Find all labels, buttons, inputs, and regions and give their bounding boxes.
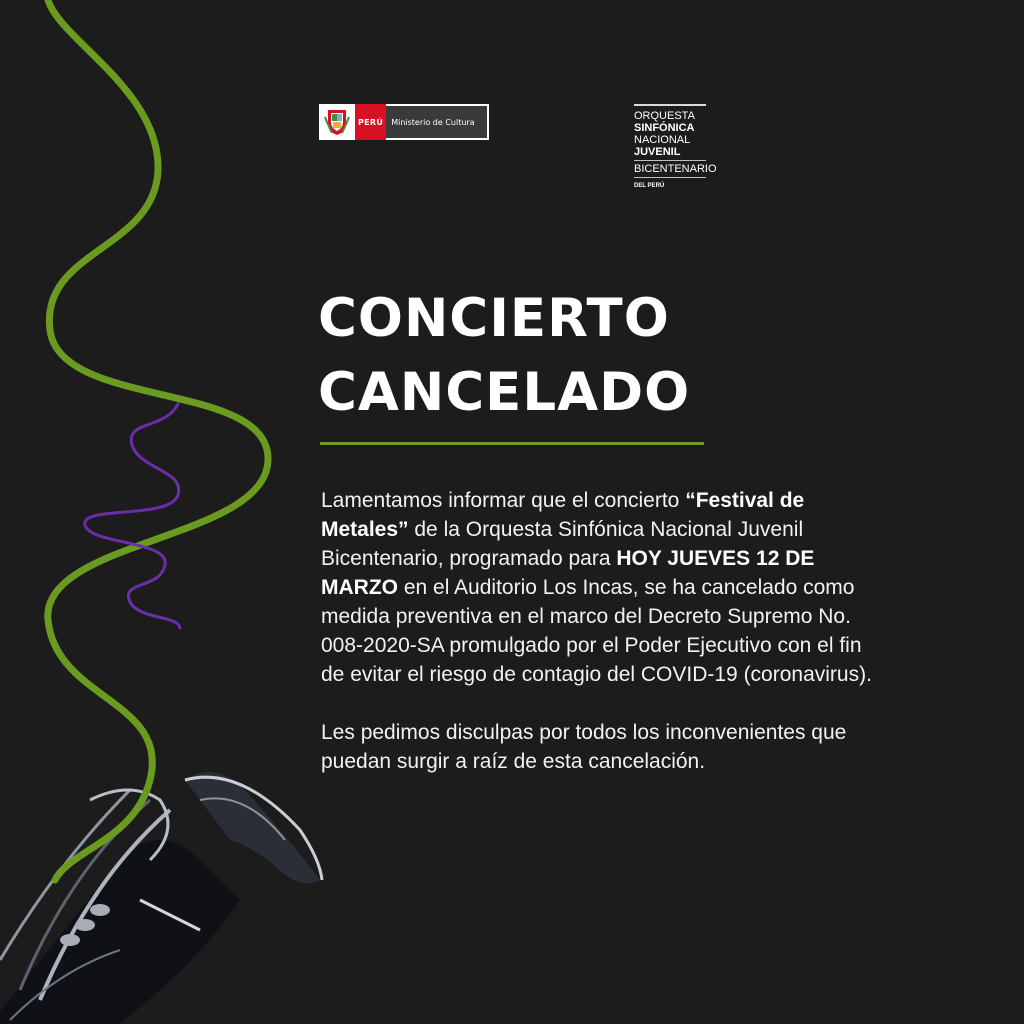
orchestra-logo-line2: SINFÓNICA xyxy=(634,122,695,134)
logo-divider xyxy=(634,177,706,178)
orchestra-logo-line3: NACIONAL xyxy=(634,134,691,146)
orchestra-logo-line6: DEL PERÚ xyxy=(634,183,665,189)
announcement-body xyxy=(321,486,881,805)
page-title xyxy=(318,282,718,430)
ministry-of-culture-logo xyxy=(319,104,489,140)
peru-label: PERÚ xyxy=(355,104,386,140)
purple-wave xyxy=(85,404,180,628)
paragraph-text: Lamentamos informar que el concierto xyxy=(321,489,686,512)
orchestra-logo-line4: JUVENIL xyxy=(634,146,681,158)
green-wave xyxy=(48,0,268,880)
orchestra-logo xyxy=(634,104,717,192)
event-date: HOY JUEVES 12 DE MARZO xyxy=(321,547,815,599)
tuba-icon xyxy=(0,772,322,1024)
title-line2: CANCELADO xyxy=(318,362,691,423)
peru-coat-of-arms-icon xyxy=(319,104,355,140)
title-line1: CONCIERTO xyxy=(318,288,670,349)
event-name: “Festival de Metales” xyxy=(321,489,805,541)
paragraph-text: en el Auditorio Los Incas, se ha cancelado como medida preventiva en el marco del Decreto Supremo No. 008-2020-SA promulgado por el Poder Ejecutivo con el fin de evitar el riesgo de contagio del COVID-19 (coronavirus). xyxy=(321,576,872,686)
ministry-label: Ministerio de Cultura xyxy=(386,106,487,138)
orchestra-logo-line1: ORQUESTA xyxy=(634,110,695,122)
paragraph-text: de la Orquesta Sinfónica Nacional Juvenil Bicentenario, programado para xyxy=(321,518,804,570)
apology-paragraph: Les pedimos disculpas por todos los inconvenientes que puedan surgir a raíz de esta cancelación. xyxy=(321,721,847,773)
announcement-paragraph xyxy=(321,486,881,689)
logo-divider xyxy=(634,160,706,161)
title-divider xyxy=(320,442,704,445)
orchestra-logo-line5: BICENTENARIO xyxy=(634,163,717,175)
